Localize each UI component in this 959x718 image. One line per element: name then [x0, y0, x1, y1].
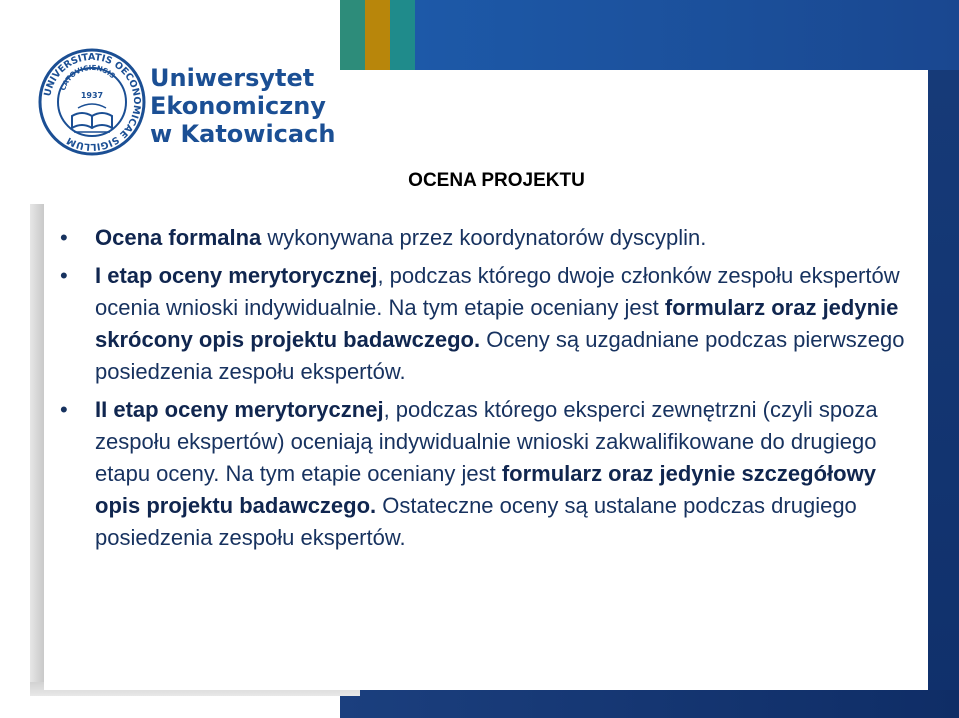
list-item: • II etap oceny merytorycznej, podczas którego eksperci zewnętrzni (czyli spoza zespołu ekspertów) oceniają indywidualnie wnioski zakwalifikowane do drugiego etapu oceny. Na tym etapie oceniany jest formularz oraz jedynie szczegółowy opis projektu badawczego. Ostateczne oceny są ustalane podczas drugiego posiedzenia zespołu ekspertów. [60, 394, 910, 554]
university-seal-icon [38, 48, 146, 156]
color-strip-teal [390, 0, 415, 70]
bullet-list [60, 222, 910, 560]
bullet-icon: • [60, 397, 68, 422]
university-name-line2: Ekonomiczny [150, 92, 326, 120]
bullet-icon: • [60, 225, 68, 250]
university-name-line1: Uniwersytet [150, 64, 315, 92]
svg-text:CATOVICIENSIS: CATOVICIENSIS [59, 63, 117, 92]
svg-text:1937: 1937 [80, 91, 104, 100]
page-title: OCENA PROJEKTU [408, 170, 585, 191]
color-strip-green [340, 0, 365, 70]
right-border-panel [928, 70, 959, 718]
color-strip-blue [415, 0, 959, 70]
color-strip-gold [365, 0, 390, 70]
list-item: • Ocena formalna wykonywana przez koordynatorów dyscyplin. [60, 222, 910, 254]
university-name [150, 64, 335, 148]
bullet-icon: • [60, 263, 68, 288]
svg-text:UNIVERSITATIS OECONOMICAE SIGI: UNIVERSITATIS OECONOMICAE SIGILLUM [42, 51, 143, 153]
list-item: • I etap oceny merytorycznej, podczas którego dwoje członków zespołu ekspertów ocenia wnioski indywidualnie. Na tym etapie oceniany jest formularz oraz jedynie skrócony opis projektu badawczego. Oceny są uzgadniane podczas pierwszego posiedzenia zespołu ekspertów. [60, 260, 910, 388]
bottom-border-panel [340, 690, 959, 718]
university-name-line3: w Katowicach [150, 120, 336, 148]
card-shadow-left [30, 204, 44, 696]
